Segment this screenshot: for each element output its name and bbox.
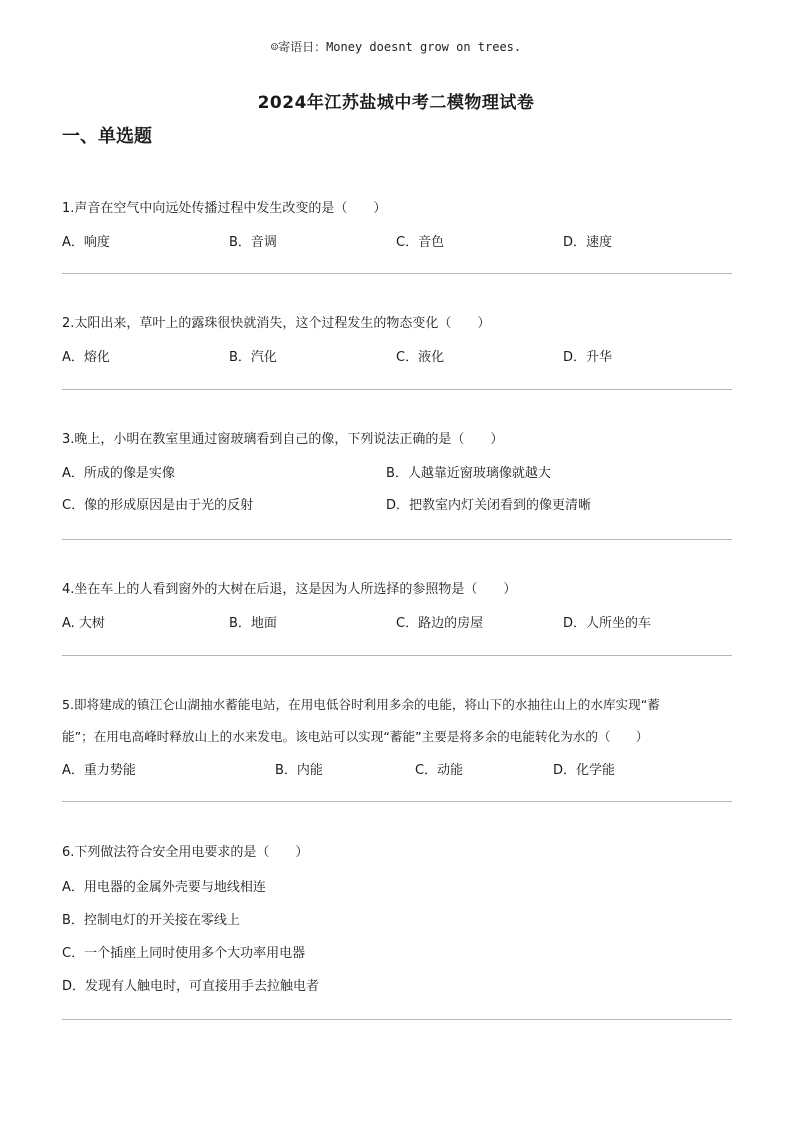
section-title: 一、单选题 <box>62 126 152 147</box>
question-6 <box>62 843 732 995</box>
option-c: C．像的形成原因是由于光的反射 <box>62 498 254 513</box>
option-a: A．熔化 <box>62 350 110 365</box>
option-a: A．用电器的金属外壳要与地线相连 <box>62 880 266 895</box>
option-a: A．所成的像是实像 <box>62 466 175 481</box>
option-b: B．音调 <box>229 235 277 250</box>
option-a: A．响度 <box>62 235 110 250</box>
exam-title: 2024年江苏盐城中考二模物理试卷 <box>257 93 535 113</box>
option-b: B．汽化 <box>229 350 277 365</box>
option-a: A．重力势能 <box>62 763 136 778</box>
options-row <box>62 759 732 779</box>
option-d: D．人所坐的车 <box>563 616 652 631</box>
option-c: C．路边的房屋 <box>396 616 484 631</box>
divider <box>62 1019 732 1020</box>
options-row <box>62 231 732 251</box>
divider <box>62 273 732 274</box>
option-d: D．化学能 <box>553 763 616 778</box>
question-stem-line-2: 能”；在用电高峰时释放山上的水来发电。该电站可以实现“蓄能”主要是将多余的电能转化为水的（ ） <box>62 729 649 744</box>
question-stem: 6.下列做法符合安全用电要求的是（ ） <box>62 845 309 860</box>
question-3 <box>62 430 732 514</box>
option-b: B．人越靠近窗玻璃像就越大 <box>386 466 551 481</box>
divider <box>62 389 732 390</box>
divider <box>62 655 732 656</box>
question-stem-line-1: 5.即将建成的镇江仑山湖抽水蓄能电站，在用电低谷时利用多余的电能，将山下的水抽往山上的水库实现“蓄 <box>62 697 660 712</box>
divider <box>62 539 732 540</box>
option-c: C．动能 <box>415 763 464 778</box>
option-d: D．把教室内灯关闭看到的像更清晰 <box>386 498 592 513</box>
option-d: D．速度 <box>563 235 613 250</box>
question-stem: 3.晚上，小明在教室里通过窗玻璃看到自己的像，下列说法正确的是（ ） <box>62 432 504 447</box>
option-d: D．升华 <box>563 350 613 365</box>
question-4 <box>62 580 732 632</box>
question-2 <box>62 314 732 366</box>
question-stem: 4.坐在车上的人看到窗外的大树在后退，这是因为人所选择的参照物是（ ） <box>62 582 517 597</box>
option-c: C．液化 <box>396 350 445 365</box>
option-b: B．地面 <box>229 616 277 631</box>
question-5 <box>62 695 732 779</box>
option-a: A. 大树 <box>62 616 105 631</box>
option-b: B．控制电灯的开关接在零线上 <box>62 913 240 928</box>
question-stem: 2.太阳出来，草叶上的露珠很快就消失，这个过程发生的物态变化（ ） <box>62 316 491 331</box>
options-row <box>62 494 732 514</box>
header-note: ☺寄语日：Money doesnt grow on trees. <box>270 40 522 54</box>
option-b: B．内能 <box>275 763 323 778</box>
option-c: C．音色 <box>396 235 445 250</box>
divider <box>62 801 732 802</box>
option-d: D．发现有人触电时，可直接用手去拉触电者 <box>62 979 320 994</box>
options-row <box>62 612 732 632</box>
question-stem: 1.声音在空气中向远处传播过程中发生改变的是（ ） <box>62 201 387 216</box>
options-row <box>62 346 732 366</box>
option-c: C．一个插座上同时使用多个大功率用电器 <box>62 946 306 961</box>
options-row <box>62 462 732 482</box>
question-1 <box>62 199 732 251</box>
